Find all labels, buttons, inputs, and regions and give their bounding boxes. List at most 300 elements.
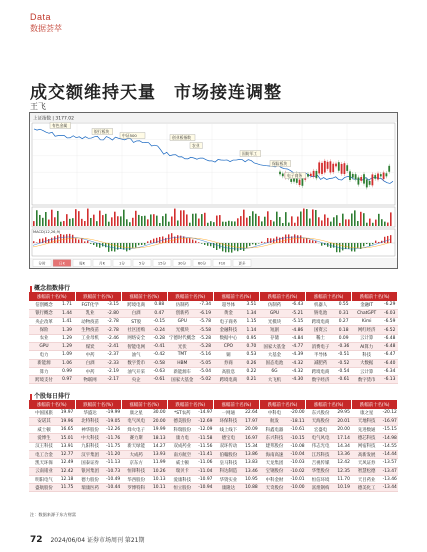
stock-value-cell: -13.44 bbox=[382, 485, 397, 491]
page-number: 72 bbox=[30, 535, 43, 545]
macd-bar bbox=[195, 241, 196, 243]
concept-value-cell: 0.95 bbox=[243, 334, 259, 342]
concept-value-cell: -6.34 bbox=[382, 367, 398, 375]
stock-value-cell: -11.41 bbox=[198, 452, 213, 458]
chart-ticker-label: 上证指数 | 3177.02 bbox=[33, 116, 74, 122]
stock-name-cell: 凯天环保 bbox=[29, 459, 59, 467]
stock-value-cell: 22.64 bbox=[245, 410, 258, 416]
table-row bbox=[29, 442, 398, 450]
stock-name-cell: 华盛达 bbox=[75, 409, 105, 417]
volume-bar bbox=[363, 213, 365, 226]
concept-name-cell: 宁德时代概念 bbox=[167, 334, 197, 342]
macd-bar bbox=[141, 243, 142, 245]
macd-bar bbox=[105, 243, 106, 247]
macd-bar bbox=[204, 243, 205, 245]
stock-value-cell: -14.97 bbox=[198, 410, 213, 416]
candle-body bbox=[324, 161, 326, 173]
volume-bar bbox=[243, 210, 245, 226]
stock-value-cell: -11.06 bbox=[198, 460, 213, 466]
volume-bar bbox=[195, 214, 197, 226]
concept-name-cell: 算力 bbox=[29, 367, 59, 375]
stock-name-cell: 东兴股份 bbox=[306, 409, 336, 417]
concept-index-table bbox=[29, 292, 398, 384]
macd-bar bbox=[297, 235, 298, 243]
concept-value-cell: -2.80 bbox=[105, 309, 121, 317]
concept-name-cell: TMT bbox=[167, 351, 197, 359]
stock-rank-title-text: 个股每日排行 bbox=[34, 393, 71, 400]
candle-body bbox=[380, 174, 382, 176]
macd-bar bbox=[363, 243, 364, 246]
stock-name-cell: 环保科技 bbox=[213, 417, 243, 425]
macd-bar bbox=[66, 234, 67, 243]
stock-name-cell: 双环传动 bbox=[213, 442, 243, 450]
volume-bar bbox=[354, 210, 356, 226]
concept-name-cell: FGT化学 bbox=[75, 301, 105, 309]
volume-bar bbox=[165, 214, 167, 226]
stock-value-cell: 11.99 bbox=[152, 460, 166, 466]
macd-bar bbox=[87, 241, 88, 243]
candle-body bbox=[358, 177, 360, 184]
concept-value-cell: 0.99 bbox=[59, 367, 75, 375]
macd-bar bbox=[60, 234, 61, 243]
market-chart bbox=[29, 112, 398, 269]
table-row bbox=[29, 367, 398, 375]
concept-value-cell: -4.86 bbox=[289, 326, 305, 334]
macd-bar bbox=[342, 243, 343, 250]
stock-value-cell: -11.58 bbox=[198, 435, 213, 441]
concept-value-cell: -2.46 bbox=[105, 334, 121, 342]
volume-bar bbox=[135, 211, 137, 226]
volume-bar bbox=[342, 214, 344, 226]
macd-bar bbox=[57, 235, 58, 243]
concept-value-cell: 0.97 bbox=[59, 376, 75, 384]
macd-bar bbox=[291, 236, 292, 243]
stock-value-cell: 15.01 bbox=[60, 435, 74, 441]
volume-bar bbox=[36, 210, 38, 226]
stock-name-cell: 天海股份 bbox=[306, 417, 336, 425]
volume-bar bbox=[357, 221, 359, 226]
volume-bar bbox=[78, 211, 80, 226]
stock-value-cell: -14.55 bbox=[382, 443, 397, 449]
stock-name-cell: 科瑞股份 bbox=[167, 426, 197, 434]
stock-name-cell: 南方航空 bbox=[167, 450, 197, 458]
stock-value-cell: 14.27 bbox=[152, 443, 166, 449]
table-row bbox=[29, 434, 398, 442]
concept-header: 跌幅前十名(%) bbox=[167, 292, 213, 301]
concept-value-cell: -4.30 bbox=[289, 376, 305, 384]
concept-name-cell: 减肥药 bbox=[306, 359, 336, 367]
concept-value-cell: -4.84 bbox=[289, 334, 305, 342]
concept-name-cell: 农业 bbox=[29, 334, 59, 342]
section-label-cn: 数据荟萃 bbox=[30, 24, 62, 33]
macd-bar bbox=[33, 241, 34, 243]
table-row bbox=[29, 450, 398, 458]
concept-header: 涨幅前十名(%) bbox=[121, 292, 167, 301]
stock-name-cell: 华西股份 bbox=[121, 475, 151, 483]
stock-value-cell: 18.13 bbox=[152, 435, 166, 441]
stock-name-cell: 中国国旅 bbox=[29, 409, 59, 417]
volume-bar bbox=[174, 209, 176, 226]
data-source-note: 注：数据来源于东方财富 bbox=[30, 512, 77, 517]
concept-value-cell: 0.31 bbox=[336, 309, 352, 317]
candle-body bbox=[307, 174, 309, 177]
volume-bar bbox=[372, 223, 374, 226]
volume-bar bbox=[273, 221, 275, 226]
stock-value-cell: -12.69 bbox=[198, 418, 213, 424]
candle-body bbox=[313, 171, 315, 177]
volume-bar bbox=[315, 210, 317, 226]
volume-bar bbox=[42, 218, 44, 226]
volume-bar bbox=[90, 218, 92, 226]
stock-header: 跌幅前十名(%) bbox=[259, 400, 305, 409]
annotation-label: 电子商务 bbox=[287, 173, 303, 178]
stock-name-cell: 海南高速 bbox=[259, 450, 289, 458]
stock-name-cell: 瑞贝卡 bbox=[167, 467, 197, 475]
stock-value-cell: 13.91 bbox=[60, 443, 74, 449]
concept-value-cell: -6.59 bbox=[382, 318, 398, 326]
concept-name-cell: 社区团购 bbox=[121, 326, 151, 334]
concept-value-cell: 0.09 bbox=[336, 334, 352, 342]
concept-name-cell: 物联网 bbox=[75, 376, 105, 384]
volume-bar bbox=[54, 217, 56, 226]
stock-value-cell: 19.99 bbox=[152, 427, 166, 433]
volume-bar bbox=[96, 221, 98, 226]
candle-body bbox=[279, 172, 281, 175]
concept-header: 涨幅前十名(%) bbox=[306, 292, 352, 301]
candle-body bbox=[290, 179, 292, 182]
macd-bar bbox=[375, 241, 376, 243]
concept-value-cell: -2.41 bbox=[105, 342, 121, 350]
candle-body bbox=[341, 164, 343, 174]
volume-bar bbox=[339, 223, 341, 226]
volume-bar bbox=[261, 221, 263, 226]
table-row bbox=[29, 334, 398, 342]
concept-name-cell: 跨境支付 bbox=[29, 376, 59, 384]
table-row bbox=[29, 417, 398, 425]
concept-name-cell: 跨境电商 bbox=[121, 301, 151, 309]
concept-value-cell: 0.47 bbox=[151, 309, 167, 317]
stock-name-cell: 爱康科技 bbox=[167, 475, 197, 483]
stock-name-cell: 烽火电子 bbox=[121, 426, 151, 434]
candle-body bbox=[388, 166, 390, 172]
concept-name-cell: 仿制药 bbox=[259, 301, 289, 309]
market-chart-svg bbox=[30, 113, 397, 268]
candle-body bbox=[332, 164, 334, 172]
concept-header: 跌幅前十名(%) bbox=[352, 292, 398, 301]
stock-name-cell: 一网通 bbox=[213, 409, 243, 417]
annotation-label: 保险板块 bbox=[272, 161, 288, 166]
stock-value-cell: -13.46 bbox=[382, 477, 397, 483]
stock-value-cell: 13.93 bbox=[152, 452, 166, 458]
toolbar-button-label: 30分 bbox=[177, 261, 187, 266]
concept-header: 跌幅前十名(%) bbox=[75, 292, 121, 301]
volume-bar bbox=[333, 217, 335, 226]
concept-value-cell: -2.33 bbox=[105, 359, 121, 367]
volume-bar bbox=[111, 217, 113, 226]
macd-bar bbox=[309, 240, 310, 243]
macd-bar bbox=[270, 238, 271, 243]
stock-header: 涨幅前十名(%) bbox=[29, 400, 75, 409]
concept-name-cell: 云计算 bbox=[352, 367, 382, 375]
macd-bar bbox=[180, 236, 181, 243]
stock-value-cell: -10.00 bbox=[290, 485, 305, 491]
stock-name-cell: 伯翰股份 bbox=[213, 450, 243, 458]
candle-body bbox=[386, 173, 388, 176]
table-row bbox=[29, 467, 398, 475]
volume-bar bbox=[294, 223, 296, 226]
concept-value-cell: 0.22 bbox=[243, 367, 259, 375]
stock-value-cell: 17.14 bbox=[337, 435, 350, 441]
stock-name-cell: 天奇股份 bbox=[259, 484, 289, 492]
concept-name-cell: 金融IT bbox=[352, 301, 382, 309]
macd-bar bbox=[96, 243, 97, 247]
stock-value-cell: -10.61 bbox=[290, 427, 305, 433]
macd-bar bbox=[126, 243, 127, 251]
concept-name-cell: 新能源 bbox=[29, 359, 59, 367]
stock-value-cell: 13.46 bbox=[245, 468, 258, 474]
macd-bar bbox=[108, 243, 109, 252]
concept-value-cell: -0.41 bbox=[151, 342, 167, 350]
volume-bar bbox=[384, 222, 386, 226]
volume-bar bbox=[75, 209, 77, 226]
volume-bar bbox=[192, 214, 194, 226]
macd-bar bbox=[111, 243, 112, 251]
concept-name-cell: 券商 bbox=[213, 359, 243, 367]
macd-bar bbox=[84, 241, 85, 243]
stock-value-cell: -10.73 bbox=[106, 468, 121, 474]
concept-header: 涨幅前十名(%) bbox=[213, 292, 259, 301]
concept-value-cell: -6.29 bbox=[382, 301, 398, 309]
concept-value-cell: -0.36 bbox=[336, 342, 352, 350]
stock-value-cell: -13.57 bbox=[382, 460, 397, 466]
stock-name-cell: 线上线下 bbox=[213, 426, 243, 434]
macd-bar bbox=[216, 243, 217, 250]
concept-name-cell: 工业母机 bbox=[75, 334, 105, 342]
concept-name-cell: 固态电池 bbox=[259, 359, 289, 367]
concept-value-cell: 1.44 bbox=[59, 309, 75, 317]
concept-value-cell: 0.55 bbox=[336, 301, 352, 309]
stock-name-cell: 汉王科技 bbox=[29, 442, 59, 450]
concept-name-cell: 乳业 bbox=[75, 309, 105, 317]
concept-name-cell: GPU bbox=[167, 318, 197, 326]
volume-bar bbox=[288, 223, 290, 226]
macd-bar bbox=[150, 240, 151, 243]
macd-bar bbox=[387, 236, 388, 243]
concept-name-cell: 数字经济 bbox=[306, 376, 336, 384]
concept-name-cell: 国家大基金 bbox=[167, 376, 197, 384]
stock-name-cell: 中科金财 bbox=[259, 475, 289, 483]
volume-bar bbox=[249, 216, 251, 226]
concept-value-cell: -6.48 bbox=[382, 342, 398, 350]
volume-bar bbox=[99, 211, 101, 226]
table-row bbox=[29, 309, 398, 317]
concept-name-cell: 光伏 bbox=[167, 342, 197, 350]
volume-bar bbox=[300, 212, 302, 226]
table-row bbox=[29, 301, 398, 309]
annotation-label: 有色金属 bbox=[52, 123, 68, 128]
macd-bar bbox=[159, 237, 160, 243]
concept-value-cell: 0.53 bbox=[243, 351, 259, 359]
toolbar-button-label: 分时 bbox=[38, 261, 46, 266]
stock-name-cell: 中大科技 bbox=[75, 434, 105, 442]
volume-bar bbox=[183, 210, 185, 226]
stock-name-cell: 宏盛电 bbox=[306, 426, 336, 434]
concept-name-cell: 网络安全 bbox=[121, 334, 151, 342]
candle-body bbox=[355, 174, 357, 179]
macd-bar bbox=[213, 243, 214, 248]
volume-bar bbox=[120, 216, 122, 226]
stock-value-cell: 20.00 bbox=[152, 418, 166, 424]
volume-bar bbox=[234, 221, 236, 226]
volume-bar bbox=[144, 216, 146, 226]
macd-bar bbox=[48, 239, 49, 243]
volume-bar bbox=[246, 218, 248, 226]
concept-value-cell: -2.19 bbox=[105, 367, 121, 375]
macd-bar bbox=[357, 243, 358, 248]
stock-name-cell: 爱博生 bbox=[29, 434, 59, 442]
stock-name-cell: 德美化工 bbox=[352, 484, 382, 492]
volume-bar bbox=[48, 220, 50, 226]
macd-bar bbox=[75, 238, 76, 243]
volume-bar bbox=[60, 222, 62, 226]
stock-value-cell: -20.00 bbox=[290, 410, 305, 416]
concept-name-cell: 电子商务 bbox=[213, 318, 243, 326]
concept-name-cell: 仿制药 bbox=[167, 301, 197, 309]
stock-name-cell: 江苏科技 bbox=[306, 450, 336, 458]
stock-rank-title bbox=[30, 391, 70, 400]
volume-bar bbox=[138, 215, 140, 226]
volume-bar bbox=[213, 222, 215, 226]
volume-bar bbox=[207, 223, 209, 226]
macd-bar bbox=[90, 243, 91, 244]
stock-name-cell: 康之星 bbox=[352, 409, 382, 417]
macd-bar bbox=[192, 240, 193, 243]
candle-body bbox=[335, 164, 337, 167]
volume-bar bbox=[171, 217, 173, 226]
stock-header: 涨幅前十名(%) bbox=[213, 400, 259, 409]
stock-value-cell: 10.11 bbox=[152, 485, 166, 491]
volume-bar bbox=[225, 222, 227, 226]
macd-bar bbox=[36, 242, 37, 243]
volume-bar bbox=[375, 220, 377, 226]
stock-value-cell: 12.77 bbox=[60, 452, 74, 458]
concept-value-cell: 0.18 bbox=[336, 326, 352, 334]
volume-bar bbox=[309, 218, 311, 226]
stock-value-cell: -18.11 bbox=[290, 418, 305, 424]
chart-sub-label: MACD(12,26,9) bbox=[33, 230, 61, 234]
concept-name-cell: 金融科技 bbox=[213, 326, 243, 334]
concept-value-cell: 1.09 bbox=[59, 351, 75, 359]
stock-value-cell: -10.15 bbox=[290, 435, 305, 441]
stock-name-cell: 东兴科技 bbox=[259, 434, 289, 442]
volume-bar bbox=[147, 219, 149, 226]
concept-name-cell: 钠电池 bbox=[306, 309, 336, 317]
stock-header: 涨幅前十名(%) bbox=[121, 400, 167, 409]
volume-bar bbox=[360, 212, 362, 226]
concept-name-cell: 新能源车 bbox=[167, 367, 197, 375]
concept-header: 跌幅前十名(%) bbox=[259, 292, 305, 301]
concept-value-cell: -6.43 bbox=[289, 301, 305, 309]
concept-value-cell: 0.21 bbox=[243, 376, 259, 384]
concept-value-cell: -2.37 bbox=[105, 351, 121, 359]
stock-name-cell: 京东方 bbox=[121, 459, 151, 467]
stock-name-cell: 瑞康医药 bbox=[75, 484, 105, 492]
stock-name-cell: 康隆达 bbox=[213, 484, 243, 492]
volume-bar bbox=[141, 216, 143, 226]
concept-value-cell: -0.54 bbox=[336, 367, 352, 375]
stock-value-cell: -11.75 bbox=[106, 443, 121, 449]
macd-bar bbox=[288, 234, 289, 243]
stock-name-cell: 皇马科技 bbox=[213, 459, 243, 467]
volume-bar bbox=[129, 222, 131, 226]
concept-name-cell: 大基金 bbox=[259, 351, 289, 359]
concept-name-cell: 大飞机 bbox=[259, 376, 289, 384]
macd-bar bbox=[279, 238, 280, 243]
concept-name-cell: 黄金 bbox=[213, 309, 243, 317]
stock-value-cell: 15.34 bbox=[245, 443, 258, 449]
article-author: 王飞 bbox=[30, 102, 46, 111]
stock-header: 跌幅前十名(%) bbox=[352, 400, 398, 409]
concept-name-cell: 油气 bbox=[121, 351, 151, 359]
concept-name-cell: 数据中心 bbox=[213, 334, 243, 342]
stock-name-cell: 网宿科技 bbox=[352, 442, 382, 450]
stock-value-cell: -13.47 bbox=[382, 468, 397, 474]
stock-value-cell: -10.02 bbox=[290, 468, 305, 474]
volume-bar bbox=[390, 212, 392, 226]
macd-bar bbox=[123, 243, 124, 250]
stock-name-cell: 德美股份 bbox=[167, 417, 197, 425]
macd-bar bbox=[129, 243, 130, 250]
macd-bar bbox=[366, 243, 367, 244]
concept-name-cell: 跨境电商 bbox=[213, 376, 243, 384]
stock-value-cell: 19.97 bbox=[60, 410, 74, 416]
stock-value-cell: 12.42 bbox=[60, 468, 74, 474]
stock-value-cell: 13.86 bbox=[245, 452, 258, 458]
concept-value-cell: -0.63 bbox=[151, 367, 167, 375]
macd-bar bbox=[183, 236, 184, 243]
concept-name-cell: 白酒 bbox=[121, 309, 151, 317]
volume-bar bbox=[237, 218, 239, 226]
volume-bar bbox=[123, 210, 125, 226]
concept-name-cell: 油气开采 bbox=[121, 367, 151, 375]
stock-value-cell: -20.12 bbox=[382, 410, 397, 416]
macd-bar bbox=[231, 243, 232, 253]
volume-bar bbox=[345, 219, 347, 226]
macd-bar bbox=[114, 243, 115, 252]
macd-bar bbox=[282, 237, 283, 243]
volume-bar bbox=[57, 211, 59, 226]
macd-bar bbox=[228, 243, 229, 252]
stock-value-cell: -10.44 bbox=[106, 485, 121, 491]
concept-value-cell: 1.14 bbox=[243, 326, 259, 334]
concept-name-cell: 国家大基金 bbox=[259, 342, 289, 350]
concept-name-cell: 科技 bbox=[352, 351, 382, 359]
concept-name-cell: 银行概念 bbox=[29, 309, 59, 317]
stock-name-cell: 科鑫电器 bbox=[259, 426, 289, 434]
volume-bar bbox=[279, 217, 281, 226]
volume-bar bbox=[336, 215, 338, 226]
table-row bbox=[29, 426, 398, 434]
concept-name-cell: 光模块 bbox=[259, 318, 289, 326]
toolbar-button-label: F10 bbox=[218, 261, 226, 266]
stock-header: 跌幅前十名(%) bbox=[167, 400, 213, 409]
macd-bar bbox=[144, 243, 145, 245]
stock-name-cell: 中科电 bbox=[259, 409, 289, 417]
concept-value-cell: -0.58 bbox=[151, 359, 167, 367]
macd-bar bbox=[132, 243, 133, 248]
table-row bbox=[29, 359, 398, 367]
stock-value-cell: 20.09 bbox=[245, 427, 258, 433]
